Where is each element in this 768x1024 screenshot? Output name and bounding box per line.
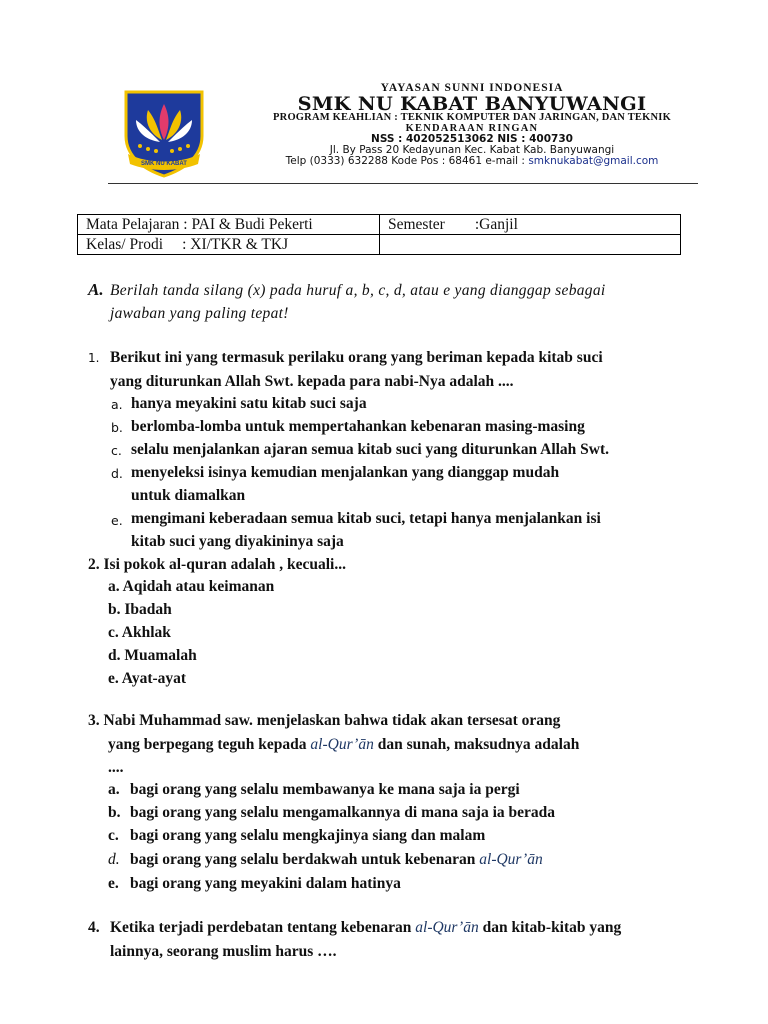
- q2-option-b[interactable]: b. Ibadah: [108, 601, 172, 618]
- q2-option-c[interactable]: c. Akhlak: [108, 624, 171, 641]
- q1-number: 1.: [88, 351, 100, 365]
- school-email: smknukabat@gmail.com: [528, 155, 659, 167]
- q1-stem-line-2: yang diturunkan Allah Swt. kepada para nabi-Nya adalah ....: [110, 373, 514, 390]
- school-address: Jl. By Pass 20 Kedayunan Kec. Kabat Kab. Banyuwangi: [329, 144, 615, 156]
- program-line-2: KENDARAAN RINGAN: [405, 123, 539, 134]
- school-ids: NSS : 402052513062 NIS : 400730: [371, 133, 573, 145]
- empty-cell: [380, 235, 681, 255]
- q3-stem-text: yang berpegang teguh kepada: [108, 736, 311, 753]
- q3-option-e[interactable]: bagi orang yang meyakini dalam hatinya: [130, 875, 401, 892]
- q3-option-d[interactable]: [130, 850, 543, 870]
- section-letter: A.: [88, 280, 104, 299]
- school-logo: [118, 86, 210, 178]
- q1-option-a-letter: a.: [111, 397, 123, 412]
- program-line-1: PROGRAM KEAHLIAN : TEKNIK KOMPUTER DAN JARINGAN, DAN TEKNIK: [273, 112, 671, 123]
- q3-option-d-letter: d.: [108, 851, 120, 868]
- class-label: Kelas/ Prodi: [86, 236, 164, 253]
- q1-option-e[interactable]: mengimani keberadaan semua kitab suci, tetapi hanya menjalankan isi: [131, 510, 601, 527]
- q3-stem-line-3: ....: [108, 759, 124, 776]
- q1-option-d[interactable]: menyeleksi isinya kemudian menjalankan yang dianggap mudah: [131, 464, 560, 481]
- semester-value: :Ganjil: [474, 216, 518, 233]
- instruction-line-1: Berilah tanda silang (x) pada huruf a, b, c, d, atau e yang dianggap sebagai: [110, 282, 606, 299]
- contact-text: Telp (0333) 632288 Kode Pos : 68461 e-mail :: [285, 155, 529, 167]
- q1-option-c-letter: c.: [111, 443, 122, 458]
- q1-stem-line-1: Berikut ini yang termasuk perilaku orang yang beriman kepada kitab suci: [110, 349, 603, 366]
- q3-option-a-letter: a.: [108, 781, 120, 798]
- foundation-name: YAYASAN SUNNI INDONESIA: [380, 82, 564, 94]
- q2-stem: 2. Isi pokok al-quran adalah , kecuali...: [88, 556, 346, 573]
- q4-number: 4.: [88, 919, 100, 936]
- q3-option-b[interactable]: bagi orang yang selalu mengamalkannya di mana saja ia berada: [130, 804, 556, 821]
- q3-option-d-text: bagi orang yang selalu berdakwah untuk kebenaran: [130, 851, 480, 868]
- instruction-line-2: jawaban yang paling tepat!: [110, 305, 289, 322]
- q3-stem-text-end: dan sunah, maksudnya adalah: [373, 736, 580, 753]
- school-contact: [232, 155, 712, 167]
- q3-option-c-letter: c.: [108, 827, 119, 844]
- q4-stem-text: Ketika terjadi perdebatan tentang kebenaran: [110, 919, 416, 936]
- q3-option-a[interactable]: bagi orang yang selalu membawanya ke mana saja ia pergi: [130, 781, 520, 798]
- q3-stem-line-1: 3. Nabi Muhammad saw. menjelaskan bahwa tidak akan tersesat orang: [88, 712, 561, 729]
- subject-cell: Mata Pelajaran : PAI & Budi Pekerti: [78, 215, 380, 235]
- q1-option-a[interactable]: hanya meyakini satu kitab suci saja: [131, 395, 367, 412]
- q1-option-d-cont: untuk diamalkan: [131, 487, 246, 504]
- q4-stem-text-end: dan kitab-kitab yang: [478, 919, 622, 936]
- q1-option-b-letter: b.: [111, 420, 123, 435]
- letterhead-divider: [108, 183, 698, 184]
- class-value: : XI/TKR & TKJ: [182, 236, 289, 253]
- q2-option-a[interactable]: a. Aqidah atau keimanan: [108, 578, 275, 595]
- school-name: SMK NU KABAT BANYUWANGI: [297, 93, 647, 115]
- exam-info-table: [77, 214, 681, 255]
- q4-quran-term: al-Qur’ān: [415, 919, 479, 936]
- semester-label: Semester: [388, 216, 445, 233]
- q4-stem-line-1: [110, 918, 621, 938]
- q3-stem-line-2: [108, 735, 579, 755]
- q2-option-e[interactable]: e. Ayat-ayat: [108, 670, 187, 687]
- q3-option-e-letter: e.: [108, 875, 119, 892]
- q1-option-e-letter: e.: [111, 513, 123, 528]
- q3-option-c[interactable]: bagi orang yang selalu mengkajinya siang dan malam: [130, 827, 486, 844]
- q2-option-d[interactable]: d. Muamalah: [108, 647, 197, 664]
- q3-option-b-letter: b.: [108, 804, 121, 821]
- q3-option-d-term: al-Qur’ān: [479, 851, 543, 868]
- q1-option-c[interactable]: selalu menjalankan ajaran semua kitab suci yang diturunkan Allah Swt.: [131, 441, 610, 458]
- q4-stem-line-2: lainnya, seorang muslim harus ….: [110, 943, 337, 960]
- class-cell: [78, 235, 380, 255]
- q1-option-b[interactable]: berlomba-lomba untuk mempertahankan kebenaran masing-masing: [131, 418, 585, 435]
- semester-cell: [380, 215, 681, 235]
- q1-option-d-letter: d.: [111, 466, 123, 481]
- q1-option-e-cont: kitab suci yang diyakininya saja: [131, 533, 344, 550]
- q3-quran-term: al-Qur’ān: [310, 736, 374, 753]
- logo-text: SMK NU KABAT: [141, 161, 187, 167]
